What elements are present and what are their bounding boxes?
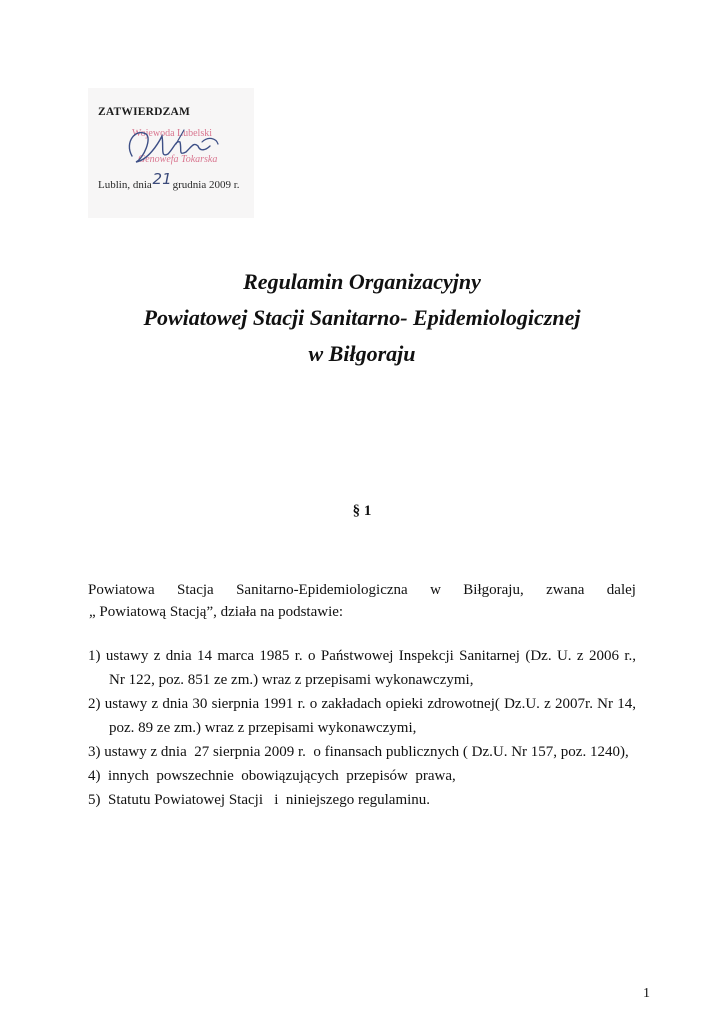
stamp-date-day: 21 — [152, 170, 172, 188]
list-item-line-2: poz. 89 ze zm.) wraz z przepisami wykonawczymi, — [109, 720, 417, 736]
approval-stamp — [88, 88, 254, 218]
list-item-line-1: 4) innych powszechnie obowiązujących przepisów prawa, — [88, 768, 456, 784]
title-line-2: Powiatowej Stacji Sanitarno- Epidemiologicznej — [143, 305, 581, 330]
section-heading: § 1 — [352, 503, 372, 519]
list-item-line-1: 1) ustawy z dnia 14 marca 1985 r. o Państwowej Inspekcji Sanitarnej (Dz. U. z 2006 r., — [88, 648, 636, 664]
stamp-office-text: Wojewoda Lubelski — [132, 128, 213, 139]
intro-word: Stacja — [177, 582, 214, 598]
document-title — [0, 264, 724, 372]
list-item — [88, 692, 636, 740]
intro-word: Powiatowa — [88, 582, 155, 598]
intro-line-2: „ Powiatową Stacją”, działa na podstawie: — [89, 604, 344, 620]
intro-word: Sanitarno-Epidemiologiczna — [236, 582, 408, 598]
stamp-date-suffix: grudnia 2009 r. — [172, 179, 240, 191]
list-item — [88, 764, 636, 788]
signature-scribble — [118, 122, 228, 172]
list-item-line-1: 2) ustawy z dnia 30 sierpnia 1991 r. o zakładach opieki zdrowotnej( Dz.U. z 2007r. Nr 14, — [88, 696, 636, 712]
list-item — [88, 644, 636, 692]
stamp-date-prefix: Lublin, dnia — [98, 179, 152, 191]
page-number: 1 — [643, 986, 650, 1001]
list-item-line-2: Nr 122, poz. 851 ze zm.) wraz z przepisami wykonawczymi, — [109, 672, 474, 688]
list-item-line-1: 5) Statutu Powiatowej Stacji i niniejszego regulaminu. — [88, 792, 431, 808]
intro-word: Biłgoraju, — [463, 582, 524, 598]
list-item — [88, 788, 636, 812]
stamp-approve-text: ZATWIERDZAM — [98, 106, 191, 118]
intro-word: zwana — [546, 582, 585, 598]
intro-line-1 — [88, 579, 636, 601]
legal-basis-list — [88, 644, 636, 812]
title-line-1: Regulamin Organizacyjny — [243, 269, 481, 294]
intro-word: w — [430, 582, 441, 598]
intro-word: dalej — [606, 582, 636, 598]
stamp-name-text: Genowefa Tokarska — [138, 154, 218, 165]
intro-paragraph — [88, 579, 636, 623]
title-line-3: w Biłgoraju — [308, 341, 416, 366]
list-item — [88, 740, 636, 764]
list-item-line-1: 3) ustawy z dnia 27 sierpnia 2009 r. o finansach publicznych ( Dz.U. Nr 157, poz. 1240), — [88, 744, 629, 760]
stamp-date — [98, 170, 240, 192]
